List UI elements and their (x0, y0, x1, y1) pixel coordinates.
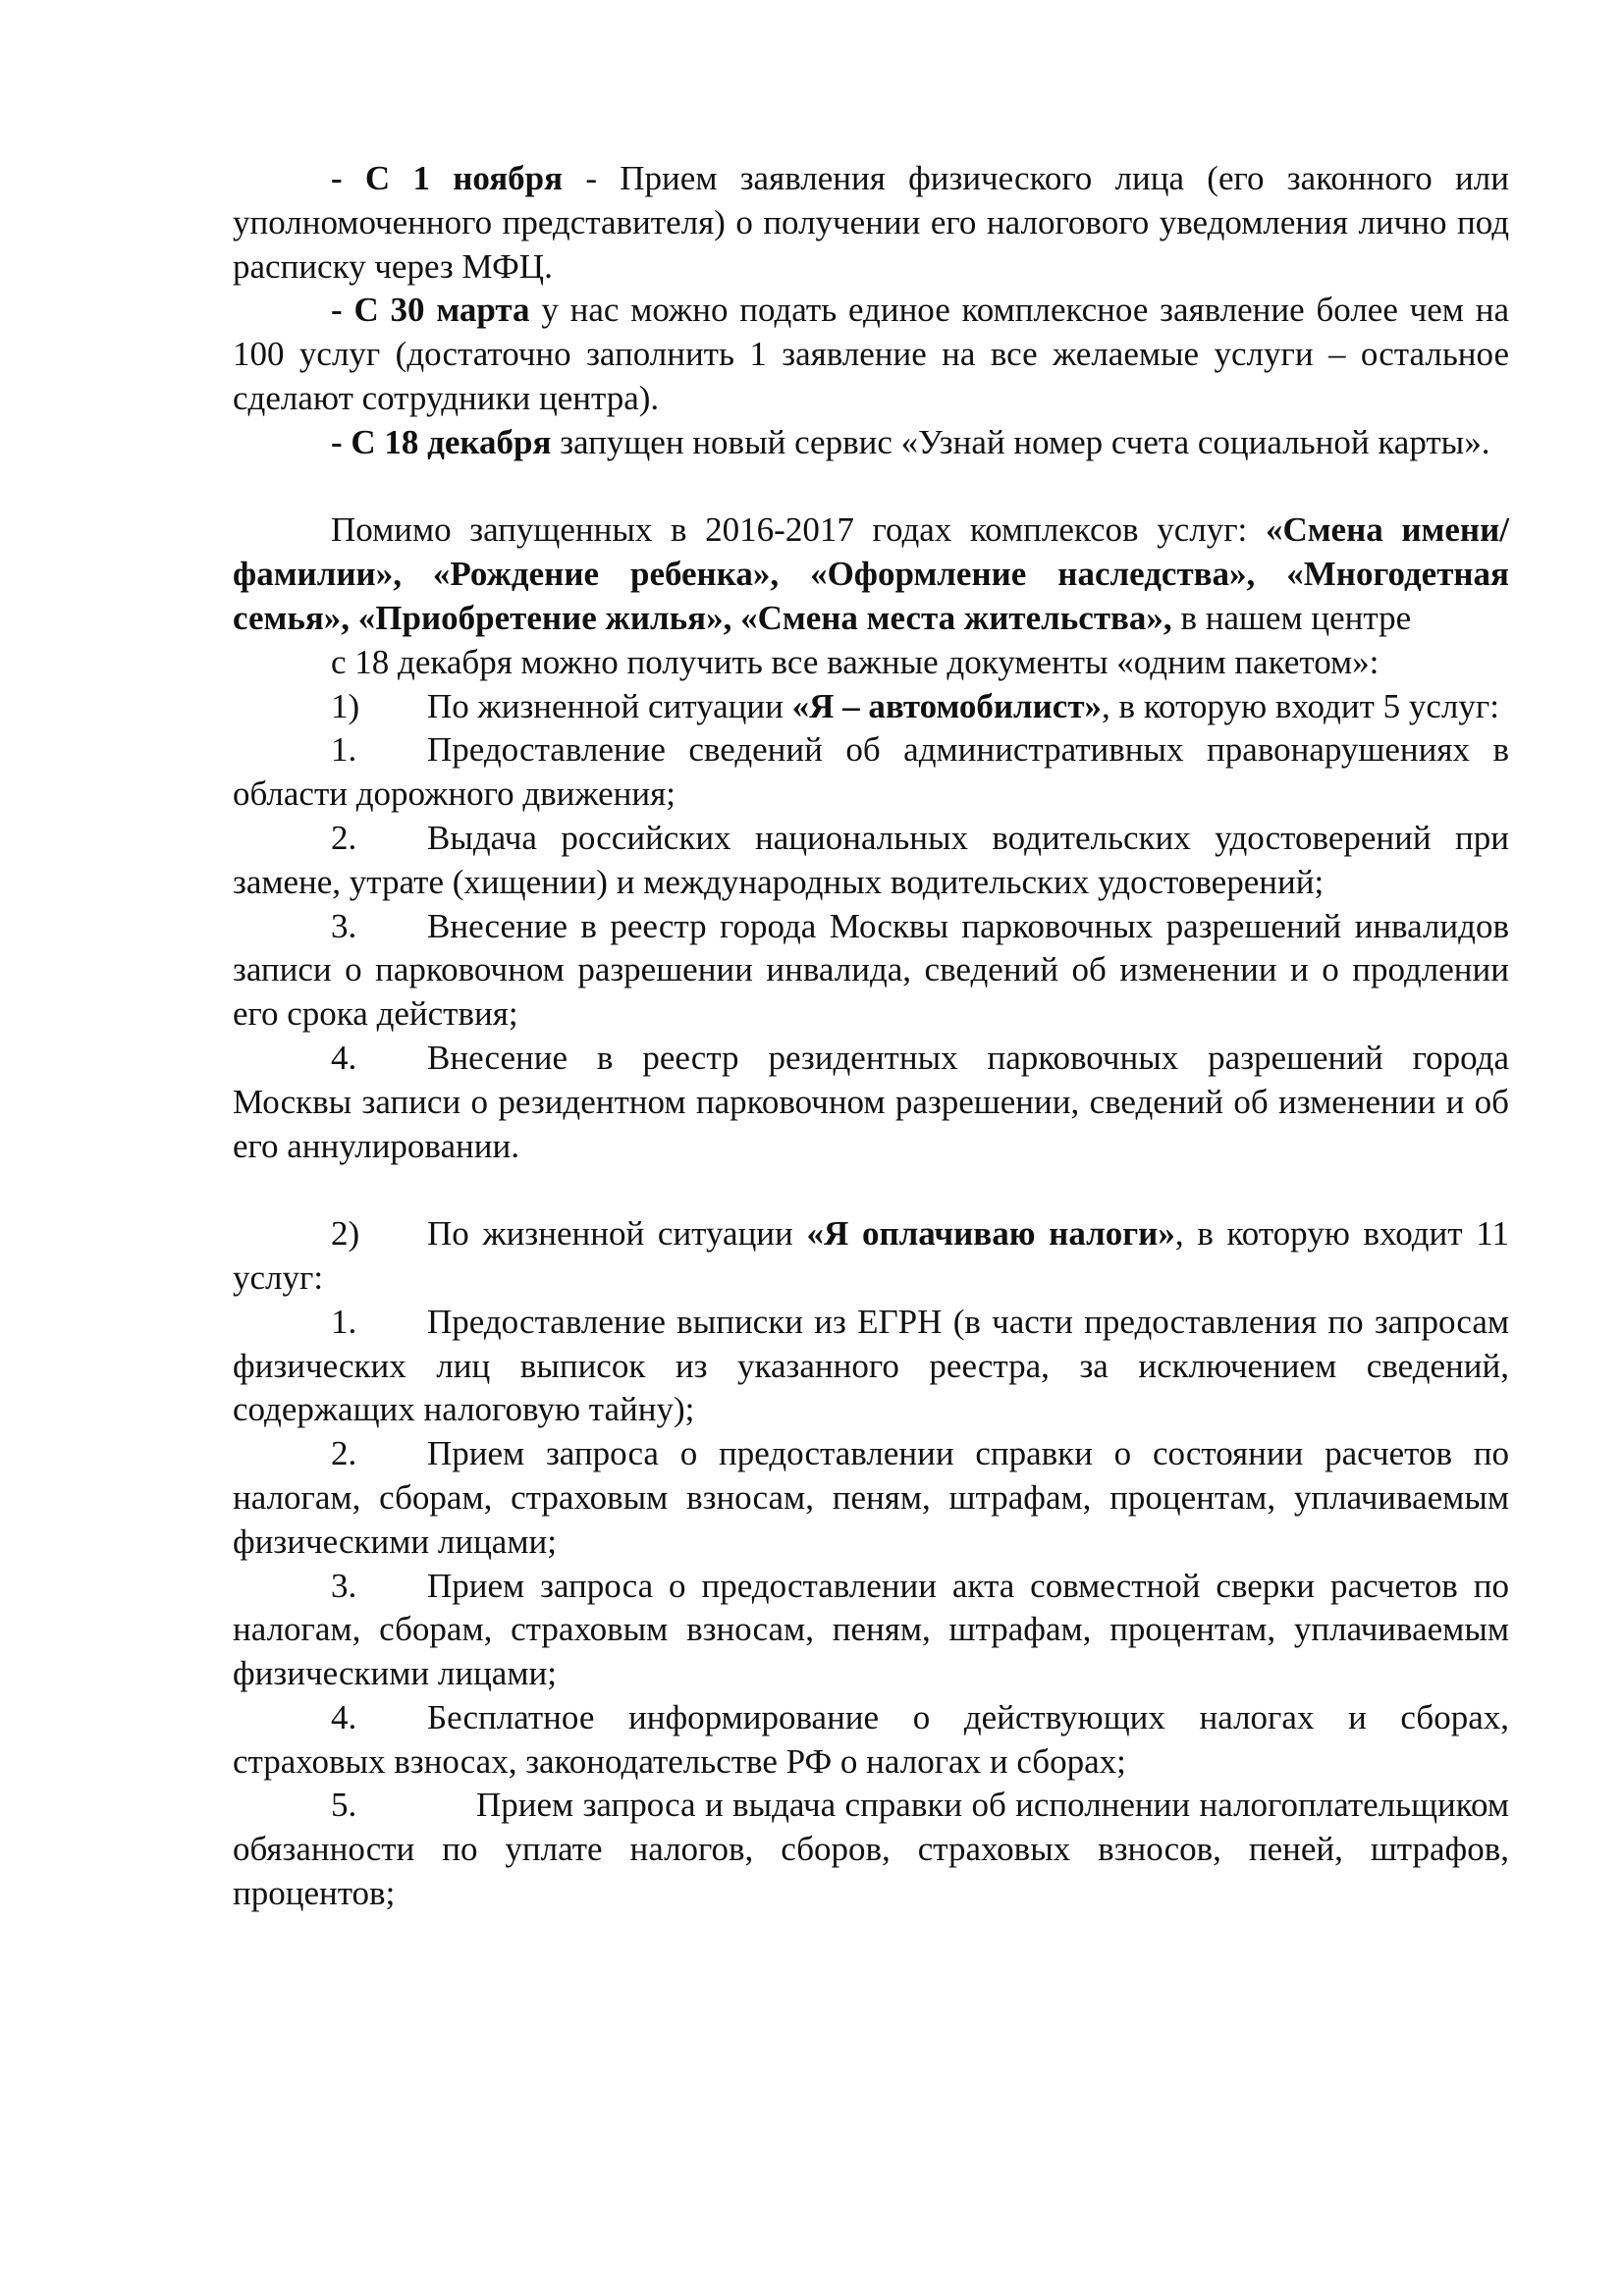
paragraph-text: в нашем центре (1171, 598, 1412, 637)
paragraph-text: , в которую входит 5 услуг: (1102, 686, 1499, 725)
list-item-text: Прием запроса о предоставлении акта совместной сверки расчетов по налогам, сборам, страховым взносам, пеням, штрафам, процентам, уплачиваемым физическими лицами; (233, 1566, 1509, 1693)
list-number: 2) (331, 1214, 360, 1254)
list-number: 4. (331, 1697, 357, 1736)
list-item (233, 817, 1509, 905)
list-item (233, 1037, 1509, 1168)
list-item-text: Внесение в реестр резидентных парковочных разрешений города Москвы записи о резидентном парковочном разрешении, сведений об изменении и об его аннулировании. (233, 1038, 1509, 1165)
paragraph-text: По жизненной ситуации (427, 686, 792, 725)
list-item (233, 1696, 1509, 1785)
date-heading: - С 18 декабря (331, 422, 552, 461)
list-number: 2. (331, 1434, 357, 1473)
list-item (233, 1432, 1509, 1564)
list-item (233, 905, 1509, 1037)
list-item-text: Прием запроса и выдача справки об исполнении налогоплательщиком обязанности по уплате налогов, сборов, страховых взносов, пеней, штрафов, процентов; (233, 1786, 1509, 1913)
list-number: 4. (331, 1038, 357, 1077)
blank-line (233, 465, 1509, 509)
situation-2-heading (233, 1212, 1509, 1301)
list-number: 5. (331, 1786, 357, 1825)
list-item-text: Предоставление сведений об административных правонарушениях в области дорожного движения; (233, 730, 1509, 814)
paragraph-text: запущен новый сервис «Узнай номер счета социальной карты». (551, 422, 1490, 461)
list-number: 1. (331, 730, 357, 770)
list-number: 1) (331, 686, 360, 725)
list-item (233, 728, 1509, 817)
list-number: 3. (331, 906, 357, 945)
paragraph-complexes (233, 508, 1509, 640)
situation-title: «Я – автомобилист» (791, 686, 1103, 725)
list-number: 1. (331, 1302, 357, 1341)
paragraph-text: Помимо запущенных в 2016-2017 годах комплексов услуг: (331, 510, 1266, 550)
document-page (233, 157, 1509, 1916)
list-item (233, 1565, 1509, 1696)
situation-1-heading (233, 685, 1509, 729)
paragraph-text: у нас можно подать единое комплексное заявление более чем на 100 услуг (достаточно заполнить 1 заявление на все желаемые услуги – остальное сделают сотрудники центра). (233, 291, 1510, 417)
list-item-text: Прием запроса о предоставлении справки о состоянии расчетов по налогам, сборам, страховым взносам, пеням, штрафам, процентам, уплачиваемым физическими лицами; (233, 1434, 1509, 1561)
date-heading: - С 1 ноября (331, 159, 564, 197)
paragraph-nov-1 (233, 157, 1509, 289)
paragraph-subline: с 18 декабря можно получить все важные документы «одним пакетом»: (331, 642, 1380, 681)
list-number: 3. (331, 1566, 357, 1605)
paragraph-dec-18 (233, 421, 1509, 465)
list-item-text: Предоставление выписки из ЕГРН (в части предоставления по запросам физических лиц выписок из указанного реестра, за исключением сведений, содержащих налоговую тайну); (233, 1302, 1509, 1429)
complex-names: «Смена имени/фамилии», «Рождение ребенка», «Оформление наследства», «Многодетная семья», «Приобретение жилья», «Смена места жительства», (233, 510, 1509, 637)
situation-title: «Я оплачиваю налоги» (806, 1214, 1175, 1254)
paragraph-text: , в которую входит 11 услуг: (233, 1214, 1509, 1297)
list-item-text: Внесение в реестр города Москвы парковочных разрешений инвалидов записи о парковочном разрешении инвалида, сведений об изменении и о продлении его срока действия; (233, 906, 1509, 1034)
list-item-text: Бесплатное информирование о действующих налогах и сборах, страховых взносах, законодательстве РФ о налогах и сборах; (233, 1697, 1509, 1781)
list-item-text: Выдача российских национальных водительских удостоверений при замене, утрате (хищении) и международных водительских удостоверений; (233, 818, 1509, 901)
blank-line (233, 1168, 1509, 1212)
paragraph-text: По жизненной ситуации (427, 1214, 807, 1254)
paragraph-mar-30 (233, 289, 1509, 420)
list-number: 2. (331, 818, 357, 857)
list-item (233, 1784, 1509, 1915)
list-item (233, 1301, 1509, 1432)
paragraph-text: - Прием заявления физического лица (его законного или уполномоченного представителя) о получении его налогового уведомления лично под расписку через МФЦ. (233, 159, 1509, 286)
date-heading: - С 30 марта (331, 291, 530, 330)
